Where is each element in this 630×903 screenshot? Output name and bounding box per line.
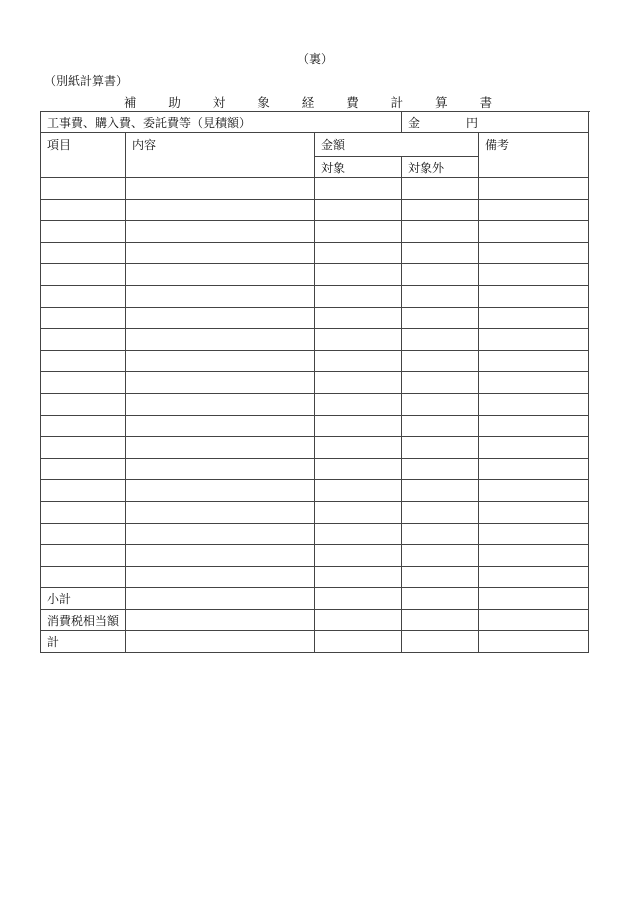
cell-ineligible[interactable] bbox=[402, 501, 479, 523]
cell-remarks[interactable] bbox=[479, 329, 589, 351]
cell-eligible[interactable] bbox=[315, 437, 402, 459]
cell-eligible[interactable] bbox=[315, 501, 402, 523]
cell-ineligible[interactable] bbox=[402, 372, 479, 394]
cell-eligible[interactable] bbox=[315, 458, 402, 480]
cell-content[interactable] bbox=[126, 566, 315, 588]
cell-remarks[interactable] bbox=[479, 415, 589, 437]
cell-item[interactable] bbox=[41, 523, 126, 545]
table-row bbox=[41, 242, 589, 264]
cell-eligible[interactable] bbox=[315, 372, 402, 394]
cell-ineligible[interactable] bbox=[402, 242, 479, 264]
cell-item[interactable] bbox=[41, 350, 126, 372]
cell-ineligible[interactable] bbox=[402, 523, 479, 545]
table-row bbox=[41, 545, 589, 567]
cell-remarks[interactable] bbox=[479, 307, 589, 329]
cell-ineligible[interactable] bbox=[402, 437, 479, 459]
estimate-label: 工事費、購入費、委託費等（見積額） bbox=[47, 115, 252, 130]
cell-ineligible[interactable] bbox=[402, 285, 479, 307]
cell-item[interactable] bbox=[41, 178, 126, 200]
table-row bbox=[41, 523, 589, 545]
cell-remarks[interactable] bbox=[479, 609, 589, 631]
cell-ineligible[interactable] bbox=[402, 393, 479, 415]
attachment-label: （別紙計算書） bbox=[44, 74, 129, 88]
document-title: 補 助 対 象 経 費 計 算 書 bbox=[123, 95, 507, 110]
cell-ineligible[interactable] bbox=[402, 566, 479, 588]
table-row bbox=[41, 415, 589, 437]
cell-item[interactable] bbox=[41, 437, 126, 459]
cell-remarks[interactable] bbox=[479, 566, 589, 588]
cell-eligible[interactable] bbox=[315, 393, 402, 415]
cell-content[interactable] bbox=[126, 501, 315, 523]
cell-eligible[interactable] bbox=[315, 523, 402, 545]
cell-remarks[interactable] bbox=[479, 480, 589, 502]
cell-content[interactable] bbox=[126, 545, 315, 567]
cell-content[interactable] bbox=[126, 221, 315, 243]
table-row bbox=[41, 372, 589, 394]
col-header-remarks: 備考 bbox=[479, 133, 589, 178]
col-header-ineligible: 対象外 bbox=[402, 157, 479, 178]
cell-remarks[interactable] bbox=[479, 178, 589, 200]
cell-content[interactable] bbox=[126, 242, 315, 264]
cell-eligible[interactable] bbox=[315, 199, 402, 221]
cell-eligible[interactable] bbox=[315, 178, 402, 200]
cell-item[interactable] bbox=[41, 501, 126, 523]
cell-ineligible[interactable] bbox=[402, 329, 479, 351]
cell-item[interactable] bbox=[41, 566, 126, 588]
table-row bbox=[41, 393, 589, 415]
table-row bbox=[41, 178, 589, 200]
cell-eligible[interactable] bbox=[315, 242, 402, 264]
table-row bbox=[41, 329, 589, 351]
cell-eligible[interactable] bbox=[315, 631, 402, 653]
cell-remarks[interactable] bbox=[479, 588, 589, 610]
cell-item[interactable] bbox=[41, 480, 126, 502]
cell-eligible[interactable] bbox=[315, 415, 402, 437]
cell-content[interactable] bbox=[126, 523, 315, 545]
cell-eligible[interactable] bbox=[315, 307, 402, 329]
tax-row-label: 消費税相当額 bbox=[41, 609, 126, 631]
reverse-side-label: （裏） bbox=[296, 52, 333, 66]
total-row bbox=[41, 631, 589, 653]
table-row bbox=[41, 437, 589, 459]
cell-eligible[interactable] bbox=[315, 221, 402, 243]
yen-unit: 円 bbox=[466, 115, 479, 130]
cell-content[interactable] bbox=[126, 307, 315, 329]
table-row bbox=[41, 501, 589, 523]
cell-ineligible[interactable] bbox=[402, 178, 479, 200]
cell-eligible[interactable] bbox=[315, 609, 402, 631]
cell-remarks[interactable] bbox=[479, 372, 589, 394]
cell-eligible[interactable] bbox=[315, 480, 402, 502]
cell-content[interactable] bbox=[126, 480, 315, 502]
cell-ineligible[interactable] bbox=[402, 199, 479, 221]
cell-ineligible[interactable] bbox=[402, 264, 479, 286]
cell-ineligible[interactable] bbox=[402, 350, 479, 372]
col-header-content: 内容 bbox=[126, 133, 315, 178]
cell-remarks[interactable] bbox=[479, 501, 589, 523]
cell-content[interactable] bbox=[126, 178, 315, 200]
table-row bbox=[41, 480, 589, 502]
cell-content[interactable] bbox=[126, 458, 315, 480]
cell-eligible[interactable] bbox=[315, 566, 402, 588]
cell-remarks[interactable] bbox=[479, 393, 589, 415]
cell-content[interactable] bbox=[126, 199, 315, 221]
subtotal-row-label: 小計 bbox=[41, 588, 126, 610]
cell-ineligible[interactable] bbox=[402, 631, 479, 653]
cell-eligible[interactable] bbox=[315, 264, 402, 286]
cell-remarks[interactable] bbox=[479, 458, 589, 480]
table-row bbox=[41, 458, 589, 480]
amount-total-cell[interactable] bbox=[402, 112, 589, 133]
subtotal-row bbox=[41, 588, 589, 610]
cell-content[interactable] bbox=[126, 350, 315, 372]
cell-remarks[interactable] bbox=[479, 631, 589, 653]
tax-row bbox=[41, 609, 589, 631]
cell-remarks[interactable] bbox=[479, 264, 589, 286]
cell-ineligible[interactable] bbox=[402, 480, 479, 502]
cell-remarks[interactable] bbox=[479, 199, 589, 221]
table-row bbox=[41, 307, 589, 329]
cell-ineligible[interactable] bbox=[402, 588, 479, 610]
cell-ineligible[interactable] bbox=[402, 458, 479, 480]
col-header-eligible: 対象 bbox=[315, 157, 402, 178]
table-row bbox=[41, 199, 589, 221]
cell-item[interactable] bbox=[41, 415, 126, 437]
table-row bbox=[41, 566, 589, 588]
amount-prefix: 金 bbox=[408, 115, 421, 130]
cell-eligible[interactable] bbox=[315, 545, 402, 567]
col-header-amount: 金額 bbox=[315, 133, 479, 157]
cell-ineligible[interactable] bbox=[402, 545, 479, 567]
cell-content[interactable] bbox=[126, 329, 315, 351]
cell-content[interactable] bbox=[126, 264, 315, 286]
cell-eligible[interactable] bbox=[315, 350, 402, 372]
cell-content[interactable] bbox=[126, 415, 315, 437]
cell-ineligible[interactable] bbox=[402, 221, 479, 243]
cell-content[interactable] bbox=[126, 609, 315, 631]
estimate-label-cell bbox=[41, 112, 402, 133]
cell-eligible[interactable] bbox=[315, 285, 402, 307]
cell-item[interactable] bbox=[41, 458, 126, 480]
cell-item[interactable] bbox=[41, 264, 126, 286]
cell-remarks[interactable] bbox=[479, 221, 589, 243]
table-row bbox=[41, 285, 589, 307]
cell-item[interactable] bbox=[41, 221, 126, 243]
cell-remarks[interactable] bbox=[479, 523, 589, 545]
cell-content[interactable] bbox=[126, 393, 315, 415]
cell-content[interactable] bbox=[126, 588, 315, 610]
cell-item[interactable] bbox=[41, 285, 126, 307]
cell-item[interactable] bbox=[41, 242, 126, 264]
cell-content[interactable] bbox=[126, 372, 315, 394]
cell-item[interactable] bbox=[41, 199, 126, 221]
cell-item[interactable] bbox=[41, 307, 126, 329]
cell-remarks[interactable] bbox=[479, 242, 589, 264]
cell-ineligible[interactable] bbox=[402, 609, 479, 631]
cell-remarks[interactable] bbox=[479, 350, 589, 372]
cell-content[interactable] bbox=[126, 285, 315, 307]
cell-eligible[interactable] bbox=[315, 588, 402, 610]
cell-eligible[interactable] bbox=[315, 329, 402, 351]
cell-content[interactable] bbox=[126, 437, 315, 459]
cell-remarks[interactable] bbox=[479, 545, 589, 567]
cell-item[interactable] bbox=[41, 372, 126, 394]
total-row-label: 計 bbox=[41, 631, 126, 653]
cell-item[interactable] bbox=[41, 329, 126, 351]
col-header-item: 項目 bbox=[41, 133, 126, 178]
cell-content[interactable] bbox=[126, 631, 315, 653]
cell-ineligible[interactable] bbox=[402, 415, 479, 437]
cell-item[interactable] bbox=[41, 545, 126, 567]
cell-ineligible[interactable] bbox=[402, 307, 479, 329]
cell-remarks[interactable] bbox=[479, 437, 589, 459]
cell-item[interactable] bbox=[41, 393, 126, 415]
table-row bbox=[41, 221, 589, 243]
table-row bbox=[41, 350, 589, 372]
cell-remarks[interactable] bbox=[479, 285, 589, 307]
expense-table bbox=[40, 111, 589, 653]
table-row bbox=[41, 264, 589, 286]
